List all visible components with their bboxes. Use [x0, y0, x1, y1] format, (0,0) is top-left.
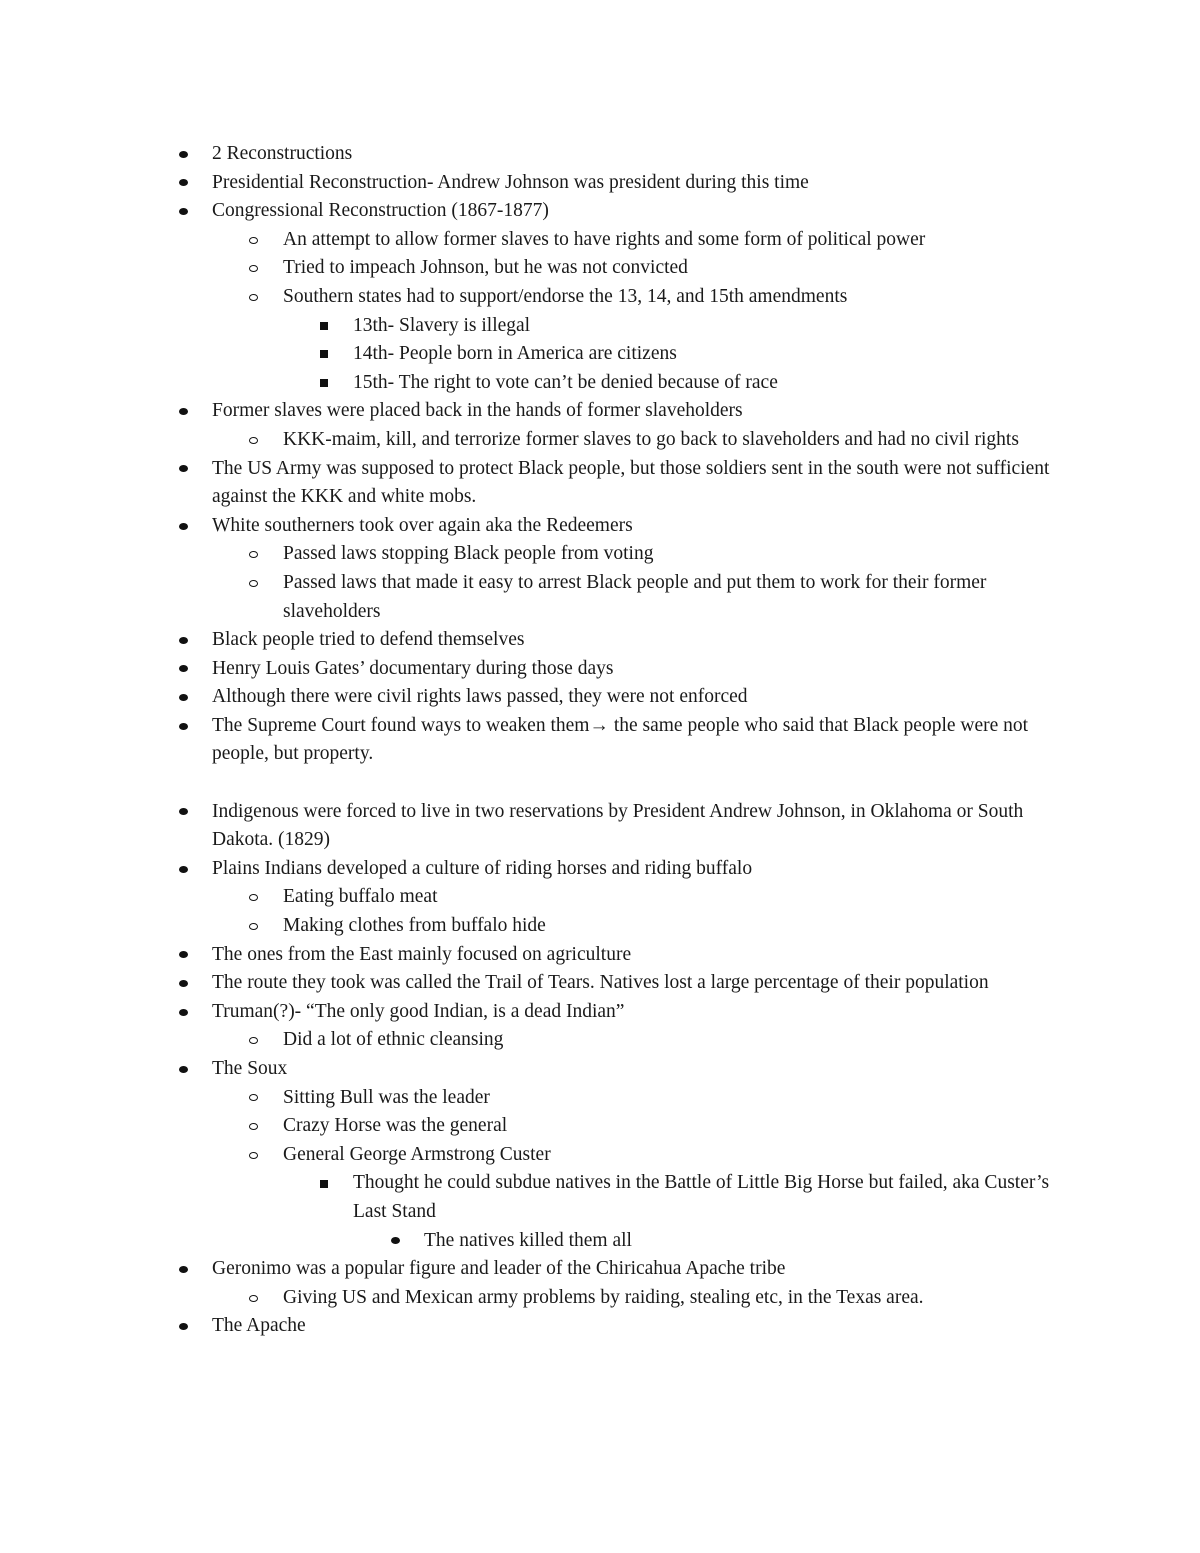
filled-bullet-icon	[176, 855, 190, 884]
list-item	[0, 197, 1200, 226]
filled-bullet-icon	[176, 998, 190, 1027]
hollow-bullet-icon	[246, 883, 260, 912]
hollow-bullet-icon	[246, 226, 260, 255]
square-bullet-icon	[317, 312, 331, 341]
list-item-text: Henry Louis Gates’ documentary during those days	[212, 657, 614, 679]
hollow-bullet-icon	[246, 569, 260, 598]
list-item	[0, 512, 1200, 541]
filled-bullet-icon	[176, 1055, 190, 1084]
filled-bullet-icon	[176, 683, 190, 712]
list-item-text: Passed laws that made it easy to arrest Black people and put them to work for their former slaveholders	[283, 571, 987, 622]
filled-bullet-icon	[176, 941, 190, 970]
square-bullet-icon	[317, 369, 331, 398]
list-item-text: The US Army was supposed to protect Black people, but those soldiers sent in the south were not sufficient against the KKK and white mobs.	[212, 457, 1050, 508]
hollow-bullet-icon	[246, 1026, 260, 1055]
list-item	[0, 1026, 1200, 1055]
list-item-text: Tried to impeach Johnson, but he was not convicted	[283, 257, 688, 279]
hollow-bullet-icon	[246, 1284, 260, 1313]
list-item	[0, 254, 1200, 283]
hollow-bullet-icon	[246, 540, 260, 569]
list-item	[0, 1084, 1200, 1113]
blank-line	[0, 769, 1200, 798]
list-item-text: Making clothes from buffalo hide	[283, 915, 546, 937]
list-item	[0, 397, 1200, 426]
list-item	[0, 140, 1200, 169]
filled-bullet-icon	[176, 712, 190, 741]
list-item-text: Geronimo was a popular figure and leader of the Chiricahua Apache tribe	[212, 1258, 786, 1280]
list-item	[0, 369, 1200, 398]
hollow-bullet-icon	[246, 1112, 260, 1141]
list-item	[0, 340, 1200, 369]
list-item	[0, 1284, 1200, 1313]
hollow-bullet-icon	[246, 283, 260, 312]
notes-list	[0, 140, 1200, 1341]
list-item-text: 15th- The right to vote can’t be denied because of race	[353, 371, 778, 393]
list-item-text: Thought he could subdue natives in the Battle of Little Big Horse but failed, aka Custer’s Last Stand	[353, 1172, 1050, 1222]
list-item-text: Although there were civil rights laws passed, they were not enforced	[212, 686, 748, 708]
list-item	[0, 626, 1200, 655]
list-item-text: An attempt to allow former slaves to have rights and some form of political power	[283, 228, 926, 250]
square-bullet-icon	[317, 1169, 331, 1198]
list-item-text: Sitting Bull was the leader	[283, 1086, 490, 1108]
list-item	[0, 283, 1200, 312]
list-item	[0, 169, 1200, 198]
list-item-text: Presidential Reconstruction- Andrew Johnson was president during this time	[212, 171, 809, 193]
filled-bullet-icon	[176, 169, 190, 198]
list-item-text: Congressional Reconstruction (1867-1877)	[212, 200, 549, 222]
list-item	[0, 941, 1200, 970]
list-item	[0, 998, 1200, 1027]
list-item-text: Passed laws stopping Black people from voting	[283, 543, 654, 565]
list-item	[0, 1312, 1200, 1341]
list-item-text: General George Armstrong Custer	[283, 1143, 551, 1165]
list-item	[0, 683, 1200, 712]
list-item-text: Crazy Horse was the general	[283, 1115, 508, 1137]
hollow-bullet-icon	[246, 1084, 260, 1113]
list-item	[0, 540, 1200, 569]
list-item-text: Southern states had to support/endorse the 13, 14, and 15th amendments	[283, 285, 848, 307]
list-item	[0, 655, 1200, 684]
list-item	[0, 798, 1200, 855]
list-item-text: Giving US and Mexican army problems by raiding, stealing etc, in the Texas area.	[283, 1286, 924, 1308]
filled-bullet-icon	[176, 969, 190, 998]
filled-bullet-icon	[388, 1227, 402, 1256]
list-item-text: The route they took was called the Trail of Tears. Natives lost a large percentage of their population	[212, 972, 989, 994]
list-item	[0, 455, 1200, 512]
filled-bullet-icon	[176, 512, 190, 541]
list-item-text: Indigenous were forced to live in two reservations by President Andrew Johnson, in Oklahoma or South Dakota. (1829)	[212, 800, 1024, 851]
filled-bullet-icon	[176, 397, 190, 426]
hollow-bullet-icon	[246, 1141, 260, 1170]
list-item	[0, 883, 1200, 912]
list-item	[0, 226, 1200, 255]
filled-bullet-icon	[176, 798, 190, 827]
list-item	[0, 1255, 1200, 1284]
filled-bullet-icon	[176, 455, 190, 484]
list-item-text: The ones from the East mainly focused on agriculture	[212, 943, 632, 965]
list-item-text: Truman(?)- “The only good Indian, is a dead Indian”	[212, 1000, 625, 1022]
filled-bullet-icon	[176, 626, 190, 655]
list-item-text: The Supreme Court found ways to weaken them→ the same people who said that Black people were not people, but property.	[212, 714, 1029, 765]
square-bullet-icon	[317, 340, 331, 369]
list-item-text: Plains Indians developed a culture of riding horses and riding buffalo	[212, 857, 753, 879]
list-item	[0, 912, 1200, 941]
list-item-text: 14th- People born in America are citizens	[353, 343, 677, 365]
list-item-text: The natives killed them all	[424, 1229, 632, 1251]
list-item-text: KKK-maim, kill, and terrorize former slaves to go back to slaveholders and had no civil rights	[283, 428, 1019, 450]
list-item-text: Black people tried to defend themselves	[212, 629, 525, 651]
list-item-text: White southerners took over again aka the Redeemers	[212, 514, 633, 536]
filled-bullet-icon	[176, 140, 190, 169]
hollow-bullet-icon	[246, 426, 260, 455]
list-item-text: 13th- Slavery is illegal	[353, 314, 531, 336]
hollow-bullet-icon	[246, 254, 260, 283]
hollow-bullet-icon	[246, 912, 260, 941]
list-item-text: Former slaves were placed back in the hands of former slaveholders	[212, 400, 743, 422]
list-item-text: The Apache	[212, 1315, 306, 1337]
list-item	[0, 1055, 1200, 1084]
list-item-text: The Soux	[212, 1058, 288, 1079]
list-item	[0, 312, 1200, 341]
list-item	[0, 712, 1200, 769]
filled-bullet-icon	[176, 655, 190, 684]
list-item	[0, 855, 1200, 884]
list-item	[0, 1169, 1200, 1226]
list-item	[0, 1227, 1200, 1256]
list-item	[0, 1141, 1200, 1170]
list-item-text: 2 Reconstructions	[212, 143, 353, 164]
list-item	[0, 1112, 1200, 1141]
list-item	[0, 426, 1200, 455]
filled-bullet-icon	[176, 1312, 190, 1341]
list-item	[0, 569, 1200, 626]
list-item-text: Did a lot of ethnic cleansing	[283, 1029, 504, 1051]
filled-bullet-icon	[176, 197, 190, 226]
list-item	[0, 969, 1200, 998]
list-item-text: Eating buffalo meat	[283, 886, 438, 908]
filled-bullet-icon	[176, 1255, 190, 1284]
